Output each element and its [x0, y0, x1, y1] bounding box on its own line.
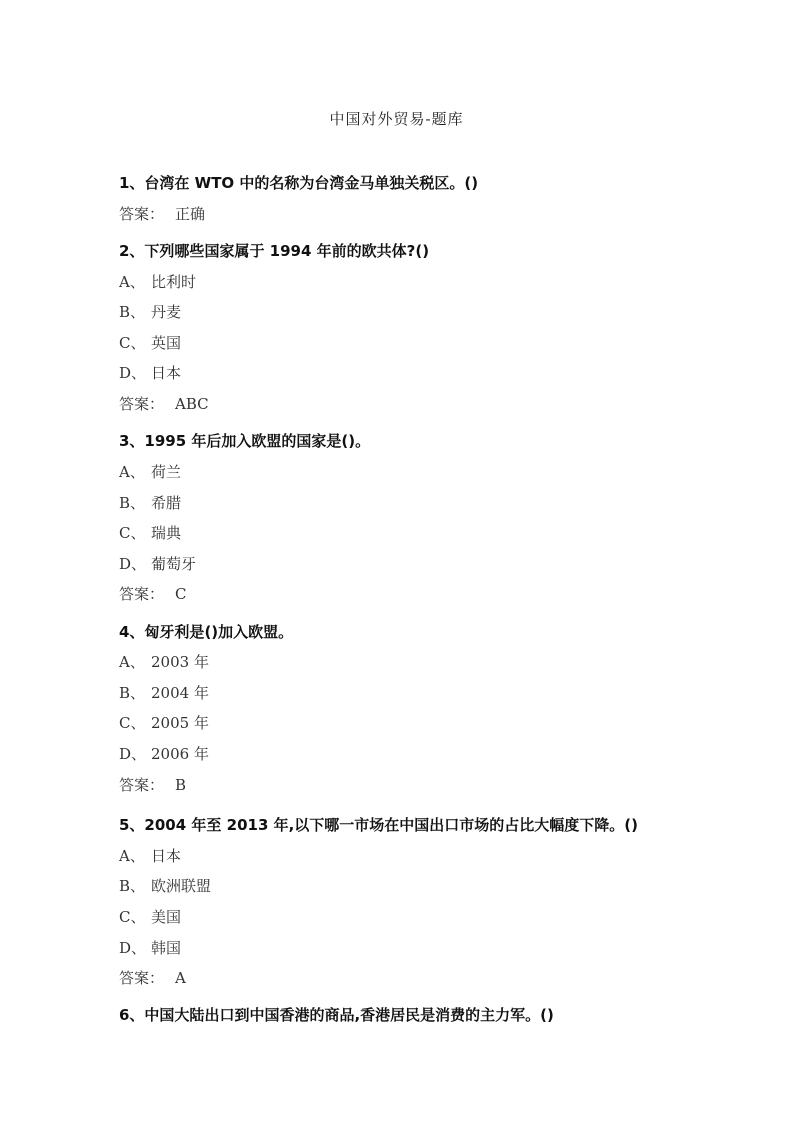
option-text: 日本: [151, 364, 182, 382]
option-3c: [119, 522, 181, 543]
option-text: 英国: [151, 334, 182, 352]
option-letter: C、: [119, 908, 146, 926]
option-text: 2003 年: [151, 653, 209, 671]
option-text: 瑞典: [151, 524, 182, 542]
document-title: 中国对外贸易-题库: [329, 110, 464, 128]
option-5b: [119, 875, 211, 896]
option-text: 欧洲联盟: [151, 877, 212, 895]
option-text: 日本: [151, 847, 182, 865]
answer-1: [119, 203, 205, 224]
option-text: 希腊: [151, 494, 182, 512]
answer-label: 答案：: [119, 776, 165, 794]
option-5a: [119, 845, 181, 866]
answer-value: C: [175, 585, 187, 603]
answer-label: 答案：: [119, 585, 165, 603]
question-4: 4、匈牙利是()加入欧盟。: [119, 623, 294, 641]
answer-value: A: [175, 969, 186, 987]
answer-value: B: [175, 776, 187, 794]
question-6: 6、中国大陆出口到中国香港的商品,香港居民是消费的主力军。(): [119, 1006, 554, 1024]
option-text: 2006 年: [151, 745, 209, 763]
answer-label: 答案：: [119, 395, 165, 413]
option-letter: A、: [119, 847, 145, 865]
option-5c: [119, 906, 181, 927]
answer-value: 正确: [175, 205, 206, 223]
option-3a: [119, 461, 181, 482]
option-5d: [119, 937, 181, 958]
option-letter: C、: [119, 334, 146, 352]
answer-label: 答案：: [119, 969, 165, 987]
option-letter: B、: [119, 877, 146, 895]
option-letter: D、: [119, 939, 147, 957]
question-3: 3、1995 年后加入欧盟的国家是()。: [119, 432, 371, 450]
answer-3: [119, 583, 186, 604]
option-text: 比利时: [151, 273, 197, 291]
question-5: 5、2004 年至 2013 年,以下哪一市场在中国出口市场的占比大幅度下降。(): [119, 816, 639, 834]
option-letter: C、: [119, 524, 146, 542]
option-letter: B、: [119, 684, 146, 702]
option-4b: [119, 682, 209, 703]
option-text: 丹麦: [151, 303, 182, 321]
option-letter: C、: [119, 714, 146, 732]
option-4c: [119, 712, 209, 733]
option-text: 2005 年: [151, 714, 209, 732]
option-2c: [119, 332, 181, 353]
answer-label: 答案：: [119, 205, 165, 223]
option-letter: D、: [119, 745, 147, 763]
option-text: 韩国: [151, 939, 182, 957]
answer-2: [119, 393, 209, 414]
option-4d: [119, 743, 209, 764]
option-letter: A、: [119, 273, 145, 291]
option-2d: [119, 362, 181, 383]
question-2: 2、下列哪些国家属于 1994 年前的欧共体?(): [119, 242, 430, 260]
option-text: 荷兰: [151, 463, 182, 481]
option-letter: A、: [119, 653, 145, 671]
option-letter: D、: [119, 364, 147, 382]
option-letter: A、: [119, 463, 145, 481]
option-letter: B、: [119, 494, 146, 512]
option-3b: [119, 492, 181, 513]
option-2a: [119, 271, 196, 292]
answer-4: [119, 774, 186, 795]
option-letter: B、: [119, 303, 146, 321]
option-3d: [119, 553, 196, 574]
option-4a: [119, 651, 209, 672]
option-letter: D、: [119, 555, 147, 573]
question-1: 1、台湾在 WTO 中的名称为台湾金马单独关税区。(): [119, 174, 479, 192]
option-text: 葡萄牙: [151, 555, 197, 573]
answer-value: ABC: [175, 395, 209, 413]
answer-5: [119, 967, 186, 988]
option-2b: [119, 301, 181, 322]
option-text: 2004 年: [151, 684, 209, 702]
option-text: 美国: [151, 908, 182, 926]
